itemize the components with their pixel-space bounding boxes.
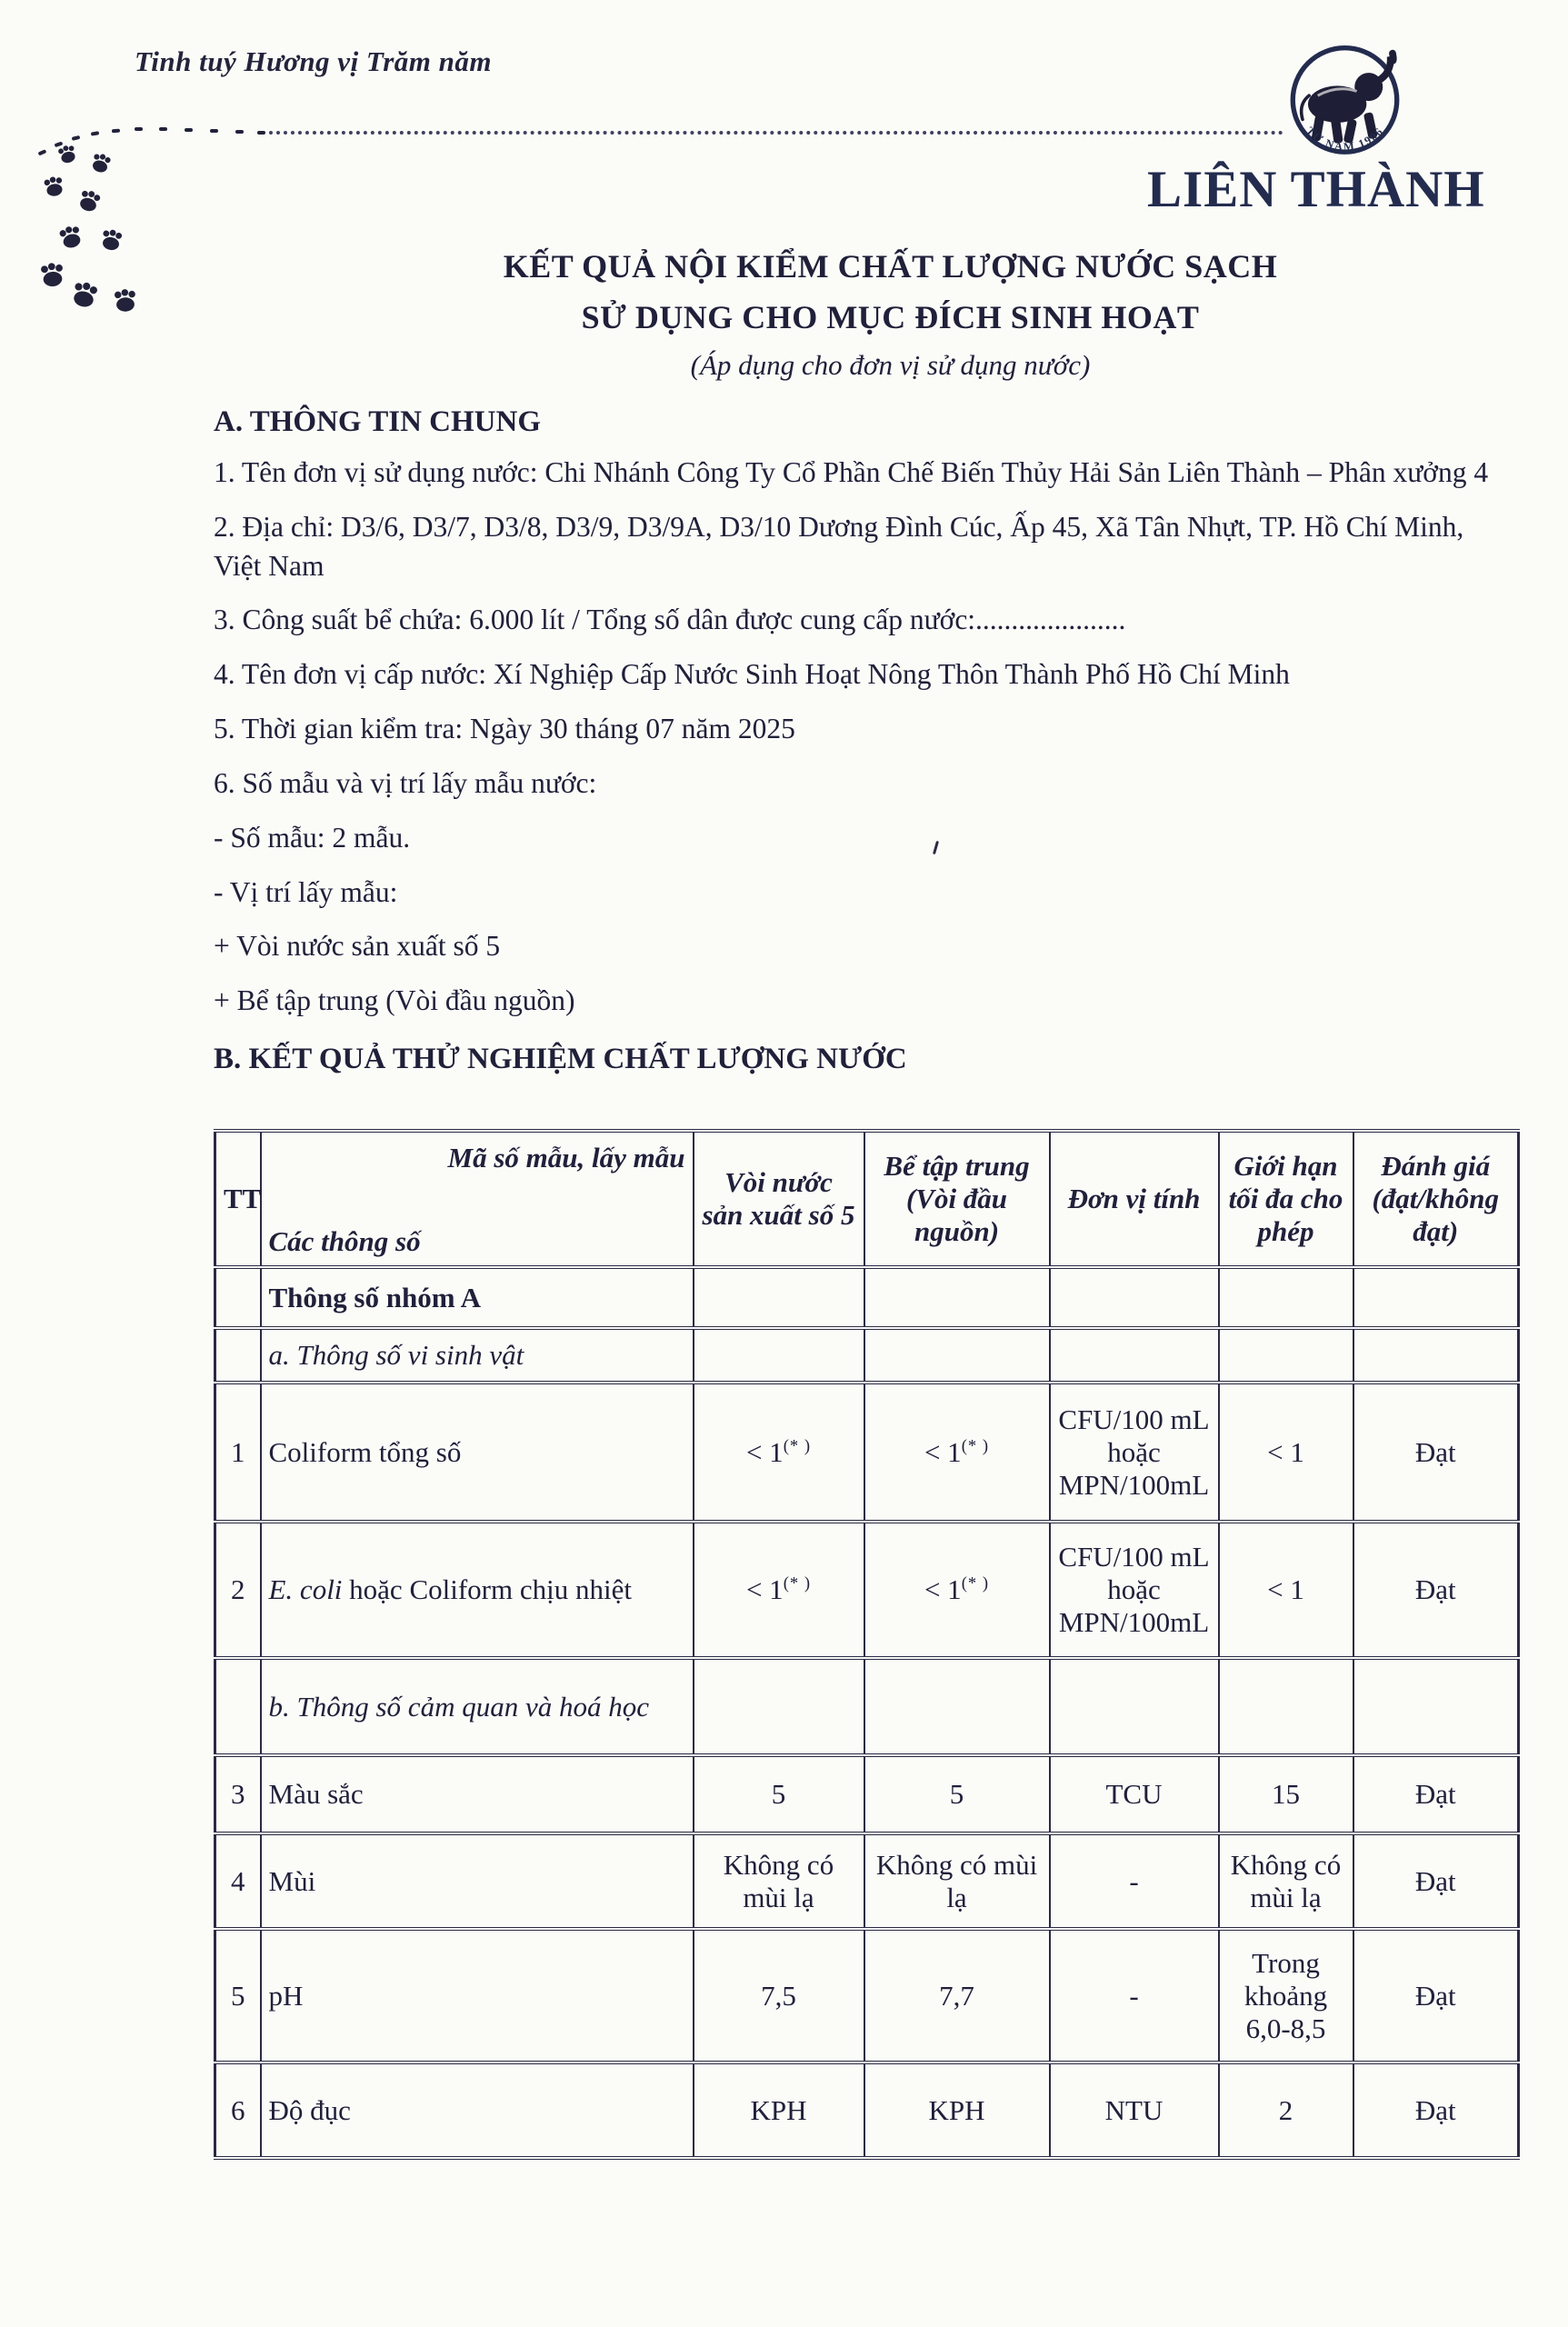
limit-value: 2 [1219,2062,1353,2158]
col-header-sample-code: Mã số mẫu, lấy mẫu [447,1142,685,1174]
evaluation-value: Đạt [1353,1522,1519,1658]
table-header-row [215,1131,1519,1267]
table-row-ph [215,1929,1519,2062]
col-header-tt: TT [215,1131,261,1267]
limit-value: < 1 [1219,1383,1353,1522]
info-subitem-position-1: + Vòi nước sản xuất số 5 [214,930,501,963]
table-row-odor [215,1833,1519,1929]
unit-value: TCU [1050,1755,1219,1833]
section-a-heading: A. THÔNG TIN CHUNG [214,405,542,438]
unit-value: - [1050,1929,1219,2062]
parameter-name: Độ đục [261,2062,694,2158]
unit-value: CFU/100 mL hoặc MPN/100mL [1050,1522,1219,1658]
evaluation-value: Đạt [1353,1833,1519,1929]
sample2-value: Không có mùi lạ [864,1833,1050,1929]
info-subitem-sample-position: - Vị trí lấy mẫu: [214,875,398,908]
info-item-capacity: 3. Công suất bể chứa: 6.000 lít / Tổng số dân được cung cấp nước:..................... [214,604,1126,636]
dotted-divider [269,131,1283,135]
unit-value: CFU/100 mL hoặc MPN/100mL [1050,1383,1219,1522]
table-row-color [215,1755,1519,1833]
parameter-name: E. coli hoặc Coliform chịu nhiệt [261,1522,694,1658]
footnote-marker: (* ) [961,1573,990,1593]
footnote-marker: (* ) [961,1436,990,1456]
sample1-value: < 1(* ) [694,1522,864,1658]
parameter-name: Coliform tổng số [261,1383,694,1522]
evaluation-value: Đạt [1353,1929,1519,2062]
footnote-marker: (* ) [783,1573,812,1593]
evaluation-value: Đạt [1353,2062,1519,2158]
col-header-evaluation: Đánh giá (đạt/không đạt) [1353,1131,1519,1267]
row-number: 1 [215,1383,261,1522]
unit-value: - [1050,1833,1219,1929]
col-header-sample1: Vòi nước sản xuất số 5 [694,1131,864,1267]
limit-value: < 1 [1219,1522,1353,1658]
col-header-parameters [261,1131,694,1267]
limit-value: Trong khoảng 6,0-8,5 [1219,1929,1353,2062]
table-row-coliform [215,1383,1519,1522]
logo-year-text: TỪ NĂM 1906 [1303,124,1386,154]
sample1-value: 5 [694,1755,864,1833]
sample2-value: < 1(* ) [864,1522,1050,1658]
info-item-unit-name: 1. Tên đơn vị sử dụng nước: Chi Nhánh Công Ty Cổ Phần Chế Biến Thủy Hải Sản Liên Thành – Phân xưởng 4 [214,456,1489,488]
sample1-value: 7,5 [694,1929,864,2062]
water-quality-results-table [214,1129,1520,2160]
info-item-supplier: 4. Tên đơn vị cấp nước: Xí Nghiệp Cấp Nước Sinh Hoạt Nông Thôn Thành Phố Hồ Chí Minh [214,658,1290,691]
group-row-sensory [215,1658,1519,1755]
col-header-limit: Giới hạn tối đa cho phép [1219,1131,1353,1267]
col-header-unit: Đơn vị tính [1050,1131,1219,1267]
info-subitem-position-2: + Bể tập trung (Vòi đầu nguồn) [214,984,575,1017]
row-number: 5 [215,1929,261,2062]
row-number: 6 [215,2062,261,2158]
limit-value: 15 [1219,1755,1353,1833]
parameter-name: pH [261,1929,694,2062]
brand-name: LIÊN THÀNH [1147,161,1485,218]
unit-value: NTU [1050,2062,1219,2158]
table-row-ecoli [215,1522,1519,1658]
sample1-value: < 1(* ) [694,1383,864,1522]
row-number: 3 [215,1755,261,1833]
group-row-a-header [215,1267,1519,1328]
parameter-name: Mùi [261,1833,694,1929]
row-number: 4 [215,1833,261,1929]
brand-tagline: Tinh tuý Hương vị Trăm năm [135,45,492,77]
sample2-value: KPH [864,2062,1050,2158]
info-item-address: 2. Địa chỉ: D3/6, D3/7, D3/8, D3/9, D3/9A, D3/10 Dương Đình Cúc, Ấp 45, Xã Tân Nhựt, TP. Hồ Chí Minh, Việt Nam [214,510,1464,582]
document-body [214,247,1500,2160]
table-row-turbidity [215,2062,1519,2158]
evaluation-value: Đạt [1353,1383,1519,1522]
info-subitem-sample-count: - Số mẫu: 2 mẫu. [214,821,411,854]
limit-value: Không có mùi lạ [1219,1833,1353,1929]
parameter-name: Màu sắc [261,1755,694,1833]
group-label: a. Thông số vi sinh vật [261,1328,694,1383]
info-item-samples: 6. Số mẫu và vị trí lấy mẫu nước: [214,766,597,799]
col-header-parameter-label: Các thông số [268,1225,421,1258]
doc-title-line1: KẾT QUẢ NỘI KIỂM CHẤT LƯỢNG NƯỚC SẠCH [503,248,1278,285]
doc-title-line2: SỬ DỤNG CHO MỤC ĐÍCH SINH HOẠT [581,299,1200,335]
group-label: Thông số nhóm A [261,1267,694,1328]
sample1-value: Không có mùi lạ [694,1833,864,1929]
evaluation-value: Đạt [1353,1755,1519,1833]
doc-title-line3: (Áp dụng cho đơn vị sử dụng nước) [690,349,1091,381]
col-header-sample2: Bể tập trung (Vòi đầu nguồn) [864,1131,1050,1267]
footnote-marker: (* ) [783,1436,812,1456]
group-label: b. Thông số cảm quan và hoá học [261,1658,694,1755]
section-b-heading: B. KẾT QUẢ THỬ NGHIỆM CHẤT LƯỢNG NƯỚC [214,1043,907,1076]
sample2-value: 5 [864,1755,1050,1833]
elephant-logo-icon [1274,33,1415,174]
sample2-value: < 1(* ) [864,1383,1050,1522]
group-row-microbio [215,1328,1519,1383]
row-number: 2 [215,1522,261,1658]
info-item-check-date: 5. Thời gian kiểm tra: Ngày 30 tháng 07 năm 2025 [214,713,795,745]
sample1-value: KPH [694,2062,864,2158]
sample2-value: 7,7 [864,1929,1050,2062]
